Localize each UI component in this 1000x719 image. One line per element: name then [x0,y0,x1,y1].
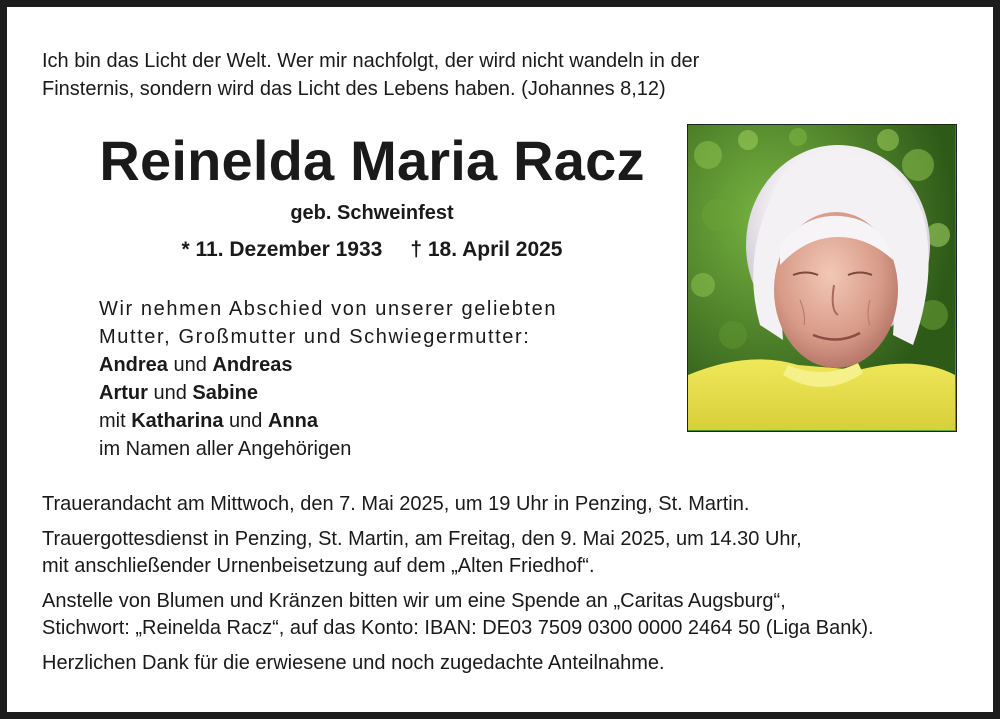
birth-date: * 11. Dezember 1933 [181,238,383,261]
family-name: Andreas [212,354,293,376]
life-dates [47,238,697,262]
conjunction: und [153,382,187,404]
service-info [42,526,982,580]
portrait-photo [687,124,957,432]
farewell-line-1: Wir nehmen Abschied von unserer geliebten [99,298,558,320]
family-name: Andrea [99,354,168,376]
conjunction: und [173,354,207,376]
death-date: † 18. April 2025 [410,238,563,261]
service-details [42,491,982,685]
family-line-2 [99,379,659,407]
conjunction: und [229,410,263,432]
donation-info [42,588,982,642]
donation-line-1: Anstelle von Blumen und Kränzen bitten wir um eine Spende an „Caritas Augsburg“, [42,590,786,612]
portrait-image [688,125,955,430]
farewell-text [99,295,659,463]
bible-verse [42,47,802,103]
donation-line-2: Stichwort: „Reinelda Racz“, auf das Konto: IBAN: DE03 7509 0300 0000 2464 50 (Liga Bank). [42,617,874,639]
vigil-info: Trauerandacht am Mittwoch, den 7. Mai 2025, um 19 Uhr in Penzing, St. Martin. [42,493,750,515]
service-line-1: Trauergottesdienst in Penzing, St. Martin, am Freitag, den 9. Mai 2025, um 14.30 Uhr, [42,528,802,550]
verse-line-1: Ich bin das Licht der Welt. Wer mir nachfolgt, der wird nicht wandeln in der [42,50,700,72]
preposition: mit [99,410,126,432]
family-line-1 [99,351,659,379]
family-name: Artur [99,382,148,404]
service-line-2: mit anschließender Urnenbeisetzung auf dem „Alten Friedhof“. [42,555,595,577]
farewell-line-2: Mutter, Großmutter und Schwiegermutter: [99,326,531,348]
family-line-3 [99,407,659,435]
deceased-name: Reinelda Maria Racz [99,129,645,192]
family-name: Katharina [131,410,224,432]
family-name: Sabine [192,382,258,404]
verse-line-2: Finsternis, sondern wird das Licht des Lebens haben. (Johannes 8,12) [42,78,666,100]
thanks-note: Herzlichen Dank für die erwiesene und noch zugedachte Anteilnahme. [42,652,665,674]
birth-name: geb. Schweinfest [290,202,454,224]
family-name: Anna [267,410,318,432]
farewell-closing: im Namen aller Angehörigen [99,438,352,460]
